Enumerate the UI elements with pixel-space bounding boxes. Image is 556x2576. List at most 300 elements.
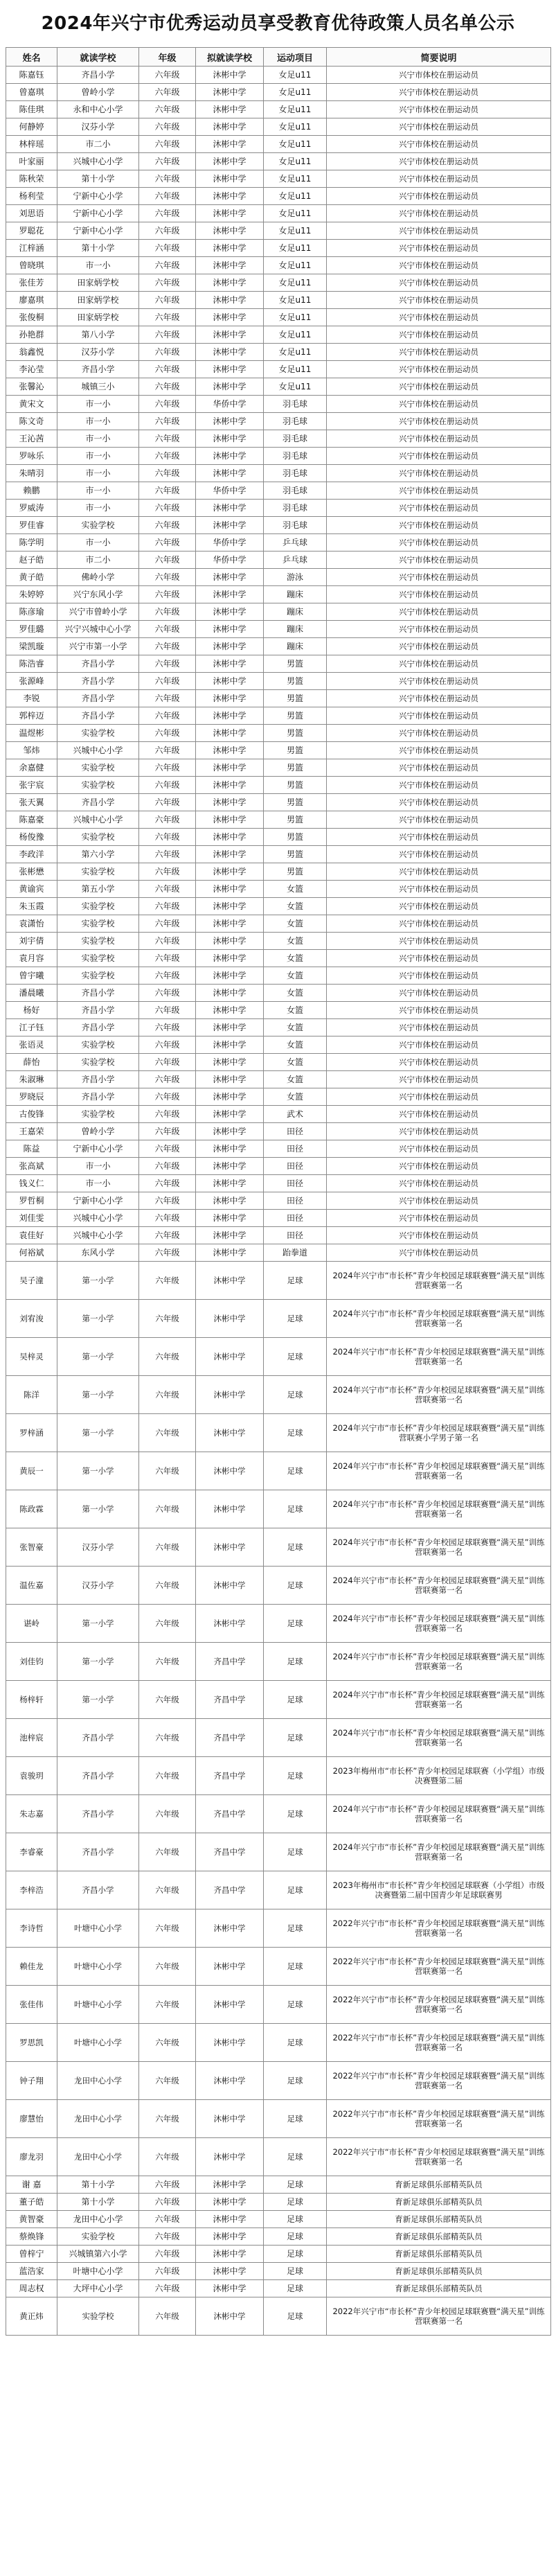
cell-description: 兴宁市体校在册运动员 [327,378,551,396]
cell-description: 兴宁市体校在册运动员 [327,1192,551,1210]
cell-grade: 六年级 [139,621,196,638]
cell-grade: 六年级 [139,1490,196,1528]
cell-target-school: 沐彬中学 [196,1106,264,1123]
cell-name: 周志权 [6,2280,57,2297]
cell-target-school: 沐彬中学 [196,309,264,326]
cell-grade: 六年级 [139,881,196,898]
cell-target-school: 沐彬中学 [196,1192,264,1210]
table-row [6,829,551,846]
cell-grade: 六年级 [139,344,196,361]
cell-sport: 女足u11 [264,153,327,170]
cell-school: 叶塘中心小学 [57,1909,139,1948]
cell-name: 黄辰一 [6,1452,57,1490]
cell-target-school: 沐彬中学 [196,1605,264,1643]
cell-school: 市一小 [57,413,139,430]
cell-name: 李诗哲 [6,1909,57,1948]
cell-name: 罗威涛 [6,500,57,517]
cell-description: 兴宁市体校在册运动员 [327,257,551,274]
cell-target-school: 沐彬中学 [196,67,264,84]
cell-sport: 男篮 [264,673,327,690]
cell-name: 赖鹏 [6,482,57,500]
cell-grade: 六年级 [139,1071,196,1088]
cell-sport: 男篮 [264,811,327,829]
cell-grade: 六年级 [139,1123,196,1140]
cell-target-school: 沐彬中学 [196,84,264,101]
cell-target-school: 沐彬中学 [196,1948,264,1986]
cell-name: 古俊锋 [6,1106,57,1123]
cell-name: 吴梓灵 [6,1338,57,1376]
cell-target-school: 沐彬中学 [196,1019,264,1036]
table-header-row [6,48,551,67]
cell-sport: 羽毛球 [264,465,327,482]
cell-school: 第一小学 [57,1605,139,1643]
table-row [6,396,551,413]
table-row [6,118,551,136]
cell-grade: 六年级 [139,482,196,500]
cell-description: 2022年兴宁市“市长杯”青少年校园足球联赛暨“满天星”训练营联赛第一名 [327,2100,551,2138]
cell-grade: 六年级 [139,742,196,759]
cell-description: 兴宁市体校在册运动员 [327,950,551,967]
cell-description: 兴宁市体校在册运动员 [327,1054,551,1071]
cell-grade: 六年级 [139,240,196,257]
cell-sport: 足球 [264,2280,327,2297]
cell-school: 兴城中心小学 [57,811,139,829]
cell-description: 兴宁市体校在册运动员 [327,655,551,673]
cell-grade: 六年级 [139,2138,196,2176]
cell-name: 李政洋 [6,846,57,863]
cell-name: 黄谕宾 [6,881,57,898]
cell-school: 田家炳学校 [57,292,139,309]
cell-grade: 六年级 [139,603,196,621]
cell-grade: 六年级 [139,1643,196,1681]
cell-grade: 六年级 [139,829,196,846]
cell-description: 育新足球俱乐部精英队员 [327,2280,551,2297]
cell-grade: 六年级 [139,1681,196,1719]
cell-school: 实验学校 [57,2297,139,2336]
table-row [6,500,551,517]
cell-target-school: 沐彬中学 [196,292,264,309]
cell-description: 2024年兴宁市“市长杯”青少年校园足球联赛暨“满天星”训练营联赛第一名 [327,1643,551,1681]
cell-grade: 六年级 [139,707,196,725]
cell-description: 兴宁市体校在册运动员 [327,326,551,344]
cell-grade: 六年级 [139,1452,196,1490]
cell-description: 2024年兴宁市“市长杯”青少年校园足球联赛暨“满天星”训练营联赛第一名 [327,1300,551,1338]
cell-school: 实验学校 [57,863,139,881]
cell-sport: 足球 [264,2194,327,2211]
cell-sport: 羽毛球 [264,517,327,534]
table-row [6,205,551,222]
cell-school: 宁新中心小学 [57,1140,139,1158]
cell-name: 罗佳璐 [6,621,57,638]
cell-sport: 足球 [264,2211,327,2228]
table-row [6,603,551,621]
cell-description: 兴宁市体校在册运动员 [327,967,551,985]
cell-description: 2024年兴宁市“市长杯”青少年校园足球联赛暨“满天星”训练营联赛第一名 [327,1528,551,1567]
table-row [6,777,551,794]
cell-description: 兴宁市体校在册运动员 [327,863,551,881]
table-row [6,915,551,933]
cell-sport: 男篮 [264,759,327,777]
cell-target-school: 沐彬中学 [196,1140,264,1158]
table-row [6,170,551,188]
cell-school: 齐昌小学 [57,1088,139,1106]
cell-description: 兴宁市体校在册运动员 [327,274,551,292]
cell-target-school: 沐彬中学 [196,1986,264,2024]
cell-name: 杨梓轩 [6,1681,57,1719]
cell-name: 陈洋 [6,1376,57,1414]
cell-name: 余嘉健 [6,759,57,777]
cell-name: 钱义仁 [6,1175,57,1192]
cell-name: 陈嘉豪 [6,811,57,829]
page-title: 2024年兴宁市优秀运动员享受教育优待政策人员名单公示 [41,13,515,34]
cell-grade: 六年级 [139,725,196,742]
cell-school: 齐昌小学 [57,655,139,673]
cell-name: 江子钰 [6,1019,57,1036]
cell-grade: 六年级 [139,1019,196,1036]
table-row [6,1036,551,1054]
cell-description: 兴宁市体校在册运动员 [327,465,551,482]
cell-sport: 田径 [264,1192,327,1210]
cell-name: 薛怡 [6,1054,57,1071]
cell-grade: 六年级 [139,1262,196,1300]
table-row [6,1452,551,1490]
table-body [6,67,551,2336]
cell-description: 兴宁市体校在册运动员 [327,101,551,118]
cell-sport: 足球 [264,2024,327,2062]
cell-sport: 羽毛球 [264,448,327,465]
cell-target-school: 沐彬中学 [196,170,264,188]
cell-name: 何裕斌 [6,1244,57,1262]
table-row [6,1986,551,2024]
cell-target-school: 沐彬中学 [196,1123,264,1140]
table-row [6,2062,551,2100]
cell-target-school: 沐彬中学 [196,378,264,396]
cell-name: 袁骏玥 [6,1757,57,1795]
table-row [6,1833,551,1871]
cell-description: 兴宁市体校在册运动员 [327,517,551,534]
table-row [6,136,551,153]
cell-target-school: 沐彬中学 [196,985,264,1002]
table-row [6,430,551,448]
table-row [6,292,551,309]
cell-sport: 女足u11 [264,326,327,344]
table-row [6,1795,551,1833]
cell-sport: 女篮 [264,1054,327,1071]
cell-target-school: 沐彬中学 [196,638,264,655]
cell-description: 2022年兴宁市“市长杯”青少年校园足球联赛暨“满天星”训练营联赛第一名 [327,1948,551,1986]
cell-sport: 男篮 [264,777,327,794]
cell-grade: 六年级 [139,188,196,205]
cell-target-school: 沐彬中学 [196,2194,264,2211]
cell-school: 市一小 [57,1175,139,1192]
cell-school: 兴宁市第一小学 [57,638,139,655]
cell-target-school: 沐彬中学 [196,2263,264,2280]
cell-school: 第一小学 [57,1490,139,1528]
cell-name: 曾梓宁 [6,2246,57,2263]
cell-grade: 六年级 [139,1300,196,1338]
cell-target-school: 沐彬中学 [196,1244,264,1262]
cell-school: 叶塘中心小学 [57,2263,139,2280]
table-row [6,759,551,777]
cell-name: 李沁莹 [6,361,57,378]
cell-school: 大坪中心小学 [57,2280,139,2297]
cell-sport: 足球 [264,1490,327,1528]
cell-school: 实验学校 [57,915,139,933]
cell-school: 兴城中心小学 [57,1227,139,1244]
cell-target-school: 沐彬中学 [196,101,264,118]
cell-target-school: 沐彬中学 [196,898,264,915]
cell-name: 潘晨曦 [6,985,57,1002]
cell-name: 杨俊豫 [6,829,57,846]
cell-grade: 六年级 [139,136,196,153]
cell-target-school: 齐昌中学 [196,1681,264,1719]
cell-target-school: 沐彬中学 [196,794,264,811]
cell-target-school: 华侨中学 [196,482,264,500]
table-row [6,846,551,863]
cell-target-school: 沐彬中学 [196,500,264,517]
cell-school: 实验学校 [57,967,139,985]
cell-description: 兴宁市体校在册运动员 [327,1123,551,1140]
cell-school: 实验学校 [57,759,139,777]
cell-target-school: 沐彬中学 [196,1338,264,1376]
cell-target-school: 沐彬中学 [196,881,264,898]
cell-description: 兴宁市体校在册运动员 [327,933,551,950]
cell-grade: 六年级 [139,898,196,915]
table-row [6,1719,551,1757]
table-row [6,1948,551,1986]
cell-description: 2022年兴宁市“市长杯”青少年校园足球联赛暨“满天星”训练营联赛第一名 [327,1986,551,2024]
cell-name: 孙艳群 [6,326,57,344]
cell-sport: 女篮 [264,950,327,967]
cell-description: 兴宁市体校在册运动员 [327,309,551,326]
cell-description: 兴宁市体校在册运动员 [327,84,551,101]
cell-description: 兴宁市体校在册运动员 [327,205,551,222]
cell-grade: 六年级 [139,1210,196,1227]
cell-name: 黄子皓 [6,569,57,586]
cell-name: 朱淑琳 [6,1071,57,1088]
cell-description: 兴宁市体校在册运动员 [327,1019,551,1036]
cell-target-school: 沐彬中学 [196,153,264,170]
cell-grade: 六年级 [139,500,196,517]
cell-description: 兴宁市体校在册运动员 [327,292,551,309]
cell-target-school: 沐彬中学 [196,621,264,638]
cell-target-school: 沐彬中学 [196,1300,264,1338]
cell-target-school: 沐彬中学 [196,759,264,777]
cell-sport: 足球 [264,1528,327,1567]
cell-school: 市一小 [57,482,139,500]
cell-school: 曾岭小学 [57,1123,139,1140]
cell-target-school: 沐彬中学 [196,118,264,136]
table-row [6,1300,551,1338]
cell-grade: 六年级 [139,1227,196,1244]
cell-description: 兴宁市体校在册运动员 [327,344,551,361]
cell-sport: 女篮 [264,898,327,915]
cell-grade: 六年级 [139,967,196,985]
cell-description: 兴宁市体校在册运动员 [327,725,551,742]
cell-sport: 女足u11 [264,222,327,240]
cell-description: 2024年兴宁市“市长杯”青少年校园足球联赛暨“满天星”训练营联赛第一名 [327,1490,551,1528]
table-row [6,1088,551,1106]
table-row [6,673,551,690]
cell-sport: 男篮 [264,863,327,881]
cell-description: 育新足球俱乐部精英队员 [327,2246,551,2263]
cell-school: 第一小学 [57,1681,139,1719]
cell-description: 兴宁市体校在册运动员 [327,413,551,430]
cell-sport: 游泳 [264,569,327,586]
cell-name: 杨利莹 [6,188,57,205]
cell-target-school: 沐彬中学 [196,655,264,673]
cell-name: 张馨沁 [6,378,57,396]
table-row [6,309,551,326]
cell-sport: 女足u11 [264,274,327,292]
cell-grade: 六年级 [139,2297,196,2336]
table-row [6,1567,551,1605]
cell-sport: 足球 [264,2138,327,2176]
cell-school: 龙田中心小学 [57,2062,139,2100]
cell-description: 兴宁市体校在册运动员 [327,118,551,136]
table-row [6,153,551,170]
cell-grade: 六年级 [139,2176,196,2194]
cell-target-school: 沐彬中学 [196,777,264,794]
table-row [6,1681,551,1719]
cell-sport: 女篮 [264,1002,327,1019]
cell-school: 齐昌小学 [57,1002,139,1019]
cell-target-school: 沐彬中学 [196,1490,264,1528]
cell-grade: 六年级 [139,2100,196,2138]
cell-description: 兴宁市体校在册运动员 [327,603,551,621]
cell-sport: 蹦床 [264,586,327,603]
header-grade: 年级 [139,48,196,67]
cell-grade: 六年级 [139,1376,196,1414]
cell-description: 兴宁市体校在册运动员 [327,361,551,378]
cell-sport: 女足u11 [264,344,327,361]
cell-school: 市一小 [57,500,139,517]
cell-grade: 六年级 [139,915,196,933]
cell-description: 兴宁市体校在册运动员 [327,777,551,794]
table-row [6,1244,551,1262]
cell-school: 宁新中心小学 [57,205,139,222]
table-row [6,1175,551,1192]
cell-name: 邹炜 [6,742,57,759]
cell-target-school: 沐彬中学 [196,725,264,742]
cell-name: 谢 嘉 [6,2176,57,2194]
cell-grade: 六年级 [139,569,196,586]
cell-school: 实验学校 [57,517,139,534]
table-row [6,413,551,430]
table-row [6,1262,551,1300]
table-row [6,2100,551,2138]
cell-target-school: 沐彬中学 [196,517,264,534]
cell-sport: 女篮 [264,881,327,898]
table-row [6,794,551,811]
cell-sport: 足球 [264,1757,327,1795]
cell-grade: 六年级 [139,465,196,482]
cell-grade: 六年级 [139,1605,196,1643]
table-row [6,344,551,361]
cell-sport: 田径 [264,1140,327,1158]
cell-description: 兴宁市体校在册运动员 [327,707,551,725]
cell-grade: 六年级 [139,1528,196,1567]
cell-name: 刘宇倩 [6,933,57,950]
cell-school: 齐昌小学 [57,690,139,707]
cell-target-school: 沐彬中学 [196,673,264,690]
table-row [6,950,551,967]
cell-name: 董子皓 [6,2194,57,2211]
cell-name: 袁潇怡 [6,915,57,933]
cell-school: 实验学校 [57,829,139,846]
cell-sport: 男篮 [264,725,327,742]
table-row [6,2194,551,2211]
cell-grade: 六年级 [139,1757,196,1795]
cell-grade: 六年级 [139,153,196,170]
table-row [6,257,551,274]
cell-target-school: 华侨中学 [196,396,264,413]
cell-description: 兴宁市体校在册运动员 [327,742,551,759]
cell-description: 2023年梅州市“市长杯”青少年校园足球联赛（小学组）市级决赛暨第二届中国青少年足球联赛男 [327,1871,551,1909]
cell-school: 实验学校 [57,777,139,794]
cell-target-school: 沐彬中学 [196,1909,264,1948]
cell-name: 温佐嘉 [6,1567,57,1605]
cell-sport: 田径 [264,1227,327,1244]
cell-name: 陈文奇 [6,413,57,430]
cell-target-school: 沐彬中学 [196,690,264,707]
cell-sport: 女足u11 [264,205,327,222]
cell-grade: 六年级 [139,1909,196,1948]
cell-school: 齐昌小学 [57,1019,139,1036]
cell-sport: 女足u11 [264,170,327,188]
cell-description: 兴宁市体校在册运动员 [327,1071,551,1088]
cell-sport: 足球 [264,1681,327,1719]
cell-name: 刘佳钧 [6,1643,57,1681]
cell-description: 2024年兴宁市“市长杯”青少年校园足球联赛暨“满天星”训练营联赛小学男子第一名 [327,1414,551,1452]
cell-target-school: 沐彬中学 [196,1528,264,1567]
table-row [6,1019,551,1036]
cell-target-school: 沐彬中学 [196,2297,264,2336]
cell-sport: 足球 [264,1414,327,1452]
cell-description: 兴宁市体校在册运动员 [327,222,551,240]
cell-description: 兴宁市体校在册运动员 [327,794,551,811]
cell-school: 兴宁市曾岭小学 [57,603,139,621]
cell-target-school: 沐彬中学 [196,1227,264,1244]
cell-description: 2024年兴宁市“市长杯”青少年校园足球联赛暨“满天星”训练营联赛第一名 [327,1719,551,1757]
cell-school: 永和中心小学 [57,101,139,118]
cell-sport: 男篮 [264,655,327,673]
cell-school: 实验学校 [57,2228,139,2246]
cell-description: 兴宁市体校在册运动员 [327,569,551,586]
cell-school: 第五小学 [57,881,139,898]
cell-description: 育新足球俱乐部精英队员 [327,2194,551,2211]
cell-sport: 足球 [264,1871,327,1909]
cell-target-school: 沐彬中学 [196,257,264,274]
table-row [6,326,551,344]
table-row [6,1757,551,1795]
cell-target-school: 华侨中学 [196,534,264,552]
cell-grade: 六年级 [139,2280,196,2297]
cell-sport: 足球 [264,2228,327,2246]
cell-name: 张佳芳 [6,274,57,292]
cell-school: 实验学校 [57,898,139,915]
cell-sport: 女篮 [264,933,327,950]
cell-name: 叶家丽 [6,153,57,170]
table-row [6,67,551,84]
cell-school: 兴城中心小学 [57,742,139,759]
athlete-roster-table [6,47,551,2336]
cell-description: 2022年兴宁市“市长杯”青少年校园足球联赛暨“满天星”训练营联赛第一名 [327,2024,551,2062]
cell-school: 实验学校 [57,1106,139,1123]
cell-name: 黄正炜 [6,2297,57,2336]
cell-grade: 六年级 [139,1158,196,1175]
cell-description: 兴宁市体校在册运动员 [327,396,551,413]
